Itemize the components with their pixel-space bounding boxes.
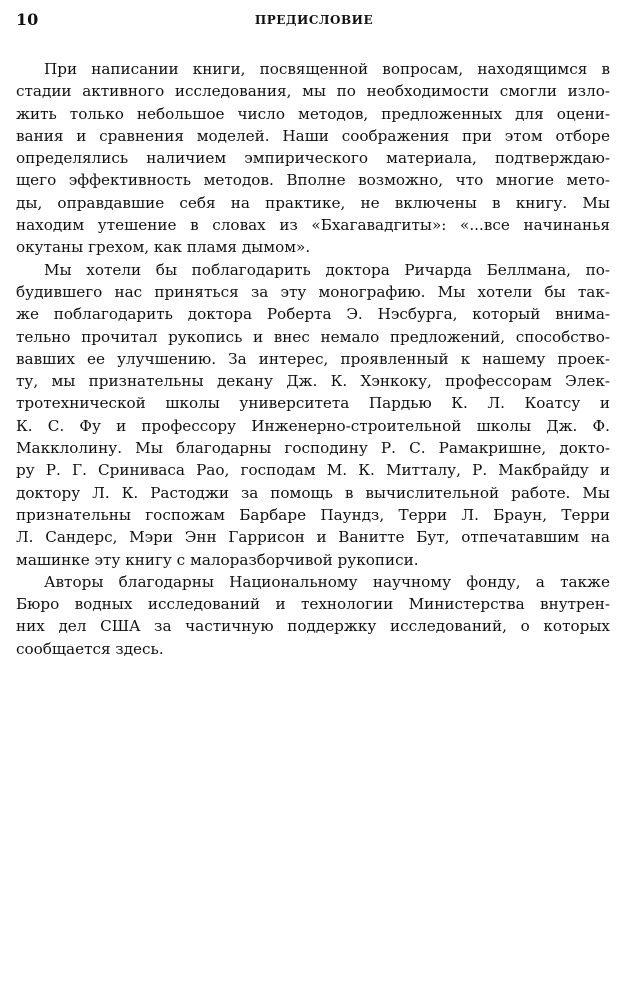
text-line: определялись наличием эмпирического материала, подтверждаю- <box>16 149 610 168</box>
text-line: тельно прочитал рукопись и внес немало предложений, способство- <box>16 327 610 346</box>
text-line: щего эффективность методов. Вполне возможно, что многие мето- <box>16 171 610 190</box>
text-line: будившего нас приняться за эту монографию. Мы хотели бы так- <box>16 282 610 301</box>
text-line: тротехнической школы университета Пардью К. Л. Коатсу и <box>16 394 610 413</box>
text-line: ды, оправдавшие себя на практике, не включены в книгу. Мы <box>16 193 610 212</box>
page-number: 10 <box>16 10 39 29</box>
text-line: Мы хотели бы поблагодарить доктора Ричарда Беллмана, по- <box>44 260 610 279</box>
text-line: Авторы благодарны Национальному научному фонду, а также <box>44 572 610 591</box>
text-line: ру Р. Г. Сриниваса Рао, господам М. К. Митталу, Р. Макбрайду и <box>16 461 610 480</box>
text-line: Макклолину. Мы благодарны господину Р. С. Рамакришне, докто- <box>16 439 610 458</box>
text-line: находим утешение в словах из «Бхагавадгиты»: «...все начинанья <box>16 216 610 235</box>
text-line: Бюро водных исследований и технологии Министерства внутрен- <box>16 595 610 614</box>
body-text <box>16 58 610 660</box>
running-title: ПРЕДИСЛОВИЕ <box>254 13 374 27</box>
paragraph <box>16 259 610 571</box>
text-line: стадии активного исследования, мы по необходимости смогли изло- <box>16 82 610 101</box>
text-line: К. С. Фу и профессору Инженерно-строительной школы Дж. Ф. <box>16 416 610 435</box>
text-line: жить только небольшое число методов, предложенных для оцени- <box>16 104 610 123</box>
text-line: Л. Сандерс, Мэри Энн Гаррисон и Ванитте Бут, отпечатавшим на <box>16 528 610 547</box>
paragraph <box>16 571 610 660</box>
text-line: При написании книги, посвященной вопросам, находящимся в <box>44 60 610 78</box>
text-line: признательны госпожам Барбаре Паундз, Терри Л. Браун, Терри <box>16 505 610 524</box>
text-line: вавших ее улучшению. За интерес, проявленный к нашему проек- <box>16 349 610 368</box>
text-line: сообщается здесь. <box>16 639 164 658</box>
page-header <box>0 10 628 30</box>
text-line: машинке эту книгу с малоразборчивой рукописи. <box>16 550 419 569</box>
text-line: ту, мы признательны декану Дж. К. Хэнкоку, профессорам Элек- <box>16 372 610 391</box>
text-line: же поблагодарить доктора Роберта Э. Нэсбурга, который внима- <box>16 305 610 324</box>
text-line: вания и сравнения моделей. Наши соображения при этом отборе <box>16 126 610 145</box>
paragraph <box>16 58 610 259</box>
text-line: окутаны грехом, как пламя дымом». <box>16 238 311 257</box>
text-line: доктору Л. К. Растоджи за помощь в вычислительной работе. Мы <box>16 483 610 502</box>
text-line: них дел США за частичную поддержку исследований, о которых <box>16 617 610 636</box>
